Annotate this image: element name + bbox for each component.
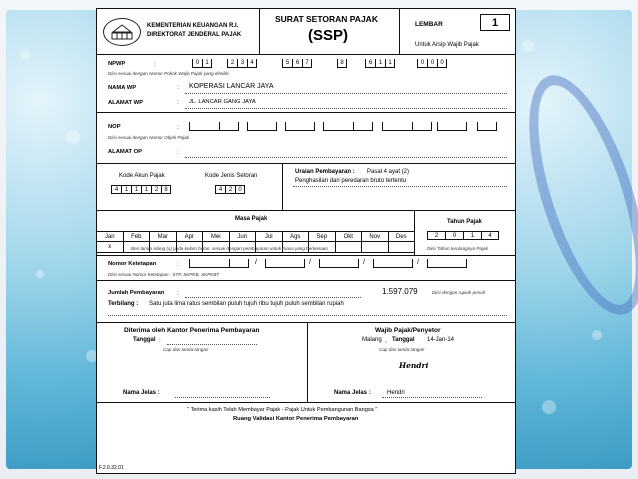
masa-pajak-label: Masa Pajak [235, 216, 268, 222]
month-mark-cell[interactable] [336, 242, 362, 253]
month-header: Feb [124, 231, 150, 242]
akun-digit: 1 [141, 185, 151, 194]
codes-section [97, 164, 515, 211]
uraian-value: Pasal 4 ayat (2) [367, 169, 410, 175]
month-header: Sep [309, 231, 335, 242]
npwp-group-6 [417, 59, 447, 68]
amount-value: 1.597.079 [382, 287, 418, 296]
ketetapan-label: Nomor Ketetapan [108, 261, 157, 267]
month-header: Mei [203, 231, 229, 242]
amount-hint: Diisi dengan rupiah penuh [432, 290, 486, 295]
receiver-date-label: Tanggal [133, 337, 156, 343]
receiver-stamp-hint: Cap dan tanda tangan [163, 347, 209, 352]
uraian-detail: Penghasilan dari peredaran bruto tertentu [295, 178, 407, 184]
jenis-digit: 2 [225, 185, 235, 194]
payer-date-label: Tanggal [392, 337, 415, 343]
slogan: " Terima kasih Telah Membayar Pajak - Pajak Untuk Pembangunan Bangsa " [187, 407, 378, 413]
background-panel-right [502, 10, 632, 469]
month-header: Jul [256, 231, 282, 242]
sheet-label: LEMBAR [415, 21, 443, 28]
ketetapan-boxes [189, 259, 249, 268]
npwp-digit: 0 [437, 59, 447, 68]
npwp-label: NPWP [108, 61, 126, 67]
month-header: Jun [230, 231, 256, 242]
payer-title: Wajib Pajak/Penyetor [375, 327, 441, 334]
payer-date-value: 14-Jan-14 [427, 337, 455, 343]
year-digit: 4 [481, 231, 499, 240]
month-mark-cell[interactable] [362, 242, 388, 253]
month-header: Ags [283, 231, 309, 242]
npwp-digit: 1 [375, 59, 385, 68]
npwp-digit: 1 [202, 59, 212, 68]
taxpayer-name-label: NAMA WP [108, 85, 137, 91]
taxpayer-address-label: ALAMAT WP [108, 100, 143, 106]
payer-name-value: Hendri [387, 390, 405, 396]
nop-label: NOP [108, 124, 121, 130]
year-digit: 1 [463, 231, 481, 240]
ministry-logo-icon [103, 18, 141, 46]
jenis-digit: 0 [235, 185, 245, 194]
nop-boxes [189, 122, 239, 131]
npwp-digit: 1 [385, 59, 395, 68]
jenis-digit: 4 [215, 185, 225, 194]
ministry-name: KEMENTERIAN KEUANGAN R.I. [147, 23, 239, 29]
npwp-digit: 5 [282, 59, 292, 68]
npwp-digit: 0 [417, 59, 427, 68]
tahun-hint: Diisi Tahun terutangnya Pajak [427, 246, 488, 251]
month-header: Nov [362, 231, 388, 242]
month-header: Apr [177, 231, 203, 242]
npwp-digit: 7 [302, 59, 312, 68]
npwp-group-5 [365, 59, 395, 68]
npwp-digit: 2 [227, 59, 237, 68]
npwp-digit: 6 [365, 59, 375, 68]
period-section [97, 211, 515, 256]
year-digit: 2 [427, 231, 445, 240]
ketetapan-section: Nomor Ketetapan : / / / / Diisi sesuai Nomor Ketetapan : STP, SKPKB, SKPKBT [97, 256, 515, 281]
payer-stamp-hint: Cap dan tanda tangan [379, 347, 425, 352]
npwp-digit: 4 [247, 59, 257, 68]
ketetapan-hint: Diisi sesuai Nomor Ketetapan : STP, SKPKB, SKPKBT [108, 272, 220, 277]
npwp-group-2 [227, 59, 257, 68]
terbilang-label: Terbilang : [108, 301, 139, 307]
npwp-digit: 3 [237, 59, 247, 68]
directorate-name: DIREKTORAT JENDERAL PAJAK [147, 32, 242, 38]
form-abbrev: (SSP) [308, 27, 349, 44]
payer-signature: Hendri [399, 361, 429, 370]
payer-name-label: Nama Jelas : [334, 390, 371, 396]
object-address-label: ALAMAT OP [108, 149, 143, 155]
akun-pajak-code [111, 185, 171, 194]
amount-label: Jumlah Pembayaran [108, 290, 165, 296]
npwp-digit: 0 [427, 59, 437, 68]
uraian-label: Uraian Pembayaran : [295, 169, 355, 175]
npwp-group-4 [337, 59, 347, 68]
month-header: Jan [97, 231, 123, 242]
jenis-setoran-label: Kode Jenis Setoran [205, 173, 258, 179]
month-header: Des [389, 231, 415, 242]
ssp-form [96, 8, 516, 474]
akun-digit: 4 [111, 185, 121, 194]
form-header [97, 9, 515, 55]
nop-hint: Diisi sesuai dengan Nomor Objek Pajak [108, 135, 189, 140]
validation-label: Ruang Validasi Kantor Penerima Pembayaran [233, 416, 359, 422]
month-header: Mar [150, 231, 176, 242]
terbilang-value: Satu juta lima ratus sembilan puluh tujuh ribu tujuh puluh sembilan rupiah [149, 301, 344, 307]
taxpayer-name-value: KOPERASI LANCAR JAYA [189, 83, 274, 90]
signature-section: Diterima oleh Kantor Penerima Pembayaran Tanggal : Cap dan tanda tangan Nama Jelas : Wajib Pajak/Penyetor Malang , Tanggal 14-Jan-14 Cap dan tanda tangan Hendri Nama Jelas : Hendri [97, 323, 515, 403]
validation-section [97, 403, 515, 473]
npwp-hint: Diisi sesuai dengan Nomor Pokok Wajib Pajak yang dimiliki [108, 71, 229, 76]
akun-pajak-label: Kode Akun Pajak [119, 173, 165, 179]
akun-digit: 2 [151, 185, 161, 194]
tahun-pajak-label: Tahun Pajak [447, 219, 482, 225]
npwp-group-1 [192, 59, 212, 68]
form-title: SURAT SETORAN PAJAK [275, 14, 378, 24]
npwp-digit: 0 [192, 59, 202, 68]
sheet-purpose: Untuk Arsip Wajib Pajak [415, 42, 479, 48]
year-digit: 0 [445, 231, 463, 240]
object-section: NOP : Diisi sesuai dengan Nomor Objek Pajak ALAMAT OP : [97, 113, 515, 164]
tahun-pajak-year [427, 231, 499, 240]
amount-section: Jumlah Pembayaran : 1.597.079 Diisi dengan rupiah penuh Terbilang : Satu juta lima ratus sembilan puluh tujuh ribu tujuh puluh sembilan rupiah [97, 281, 515, 323]
akun-digit: 1 [131, 185, 141, 194]
payer-place: Malang [362, 337, 382, 343]
month-mark-cell[interactable] [389, 242, 415, 253]
npwp-digit: 8 [337, 59, 347, 68]
receiver-title: Diterima oleh Kantor Penerima Pembayaran [124, 327, 260, 334]
month-mark-cell[interactable]: x [97, 242, 123, 253]
taxpayer-address-value: JL. LANCAR GANG JAYA [189, 99, 256, 105]
npwp-digit: 6 [292, 59, 302, 68]
akun-digit: 1 [121, 185, 131, 194]
form-code: F.2.0.32.01 [99, 465, 124, 471]
month-header: Okt [336, 231, 362, 242]
jenis-setoran-code [215, 185, 245, 194]
npwp-group-3 [282, 59, 312, 68]
masa-hint: Beri tanda silang (x) pada kolom bulan, sesuai dengan pembayaran untuk masa yang berkenaan [131, 246, 328, 251]
sheet-number: 1 [480, 14, 510, 31]
akun-digit: 8 [161, 185, 171, 194]
receiver-name-label: Nama Jelas : [123, 390, 160, 396]
taxpayer-section: NPWP : 0 1 2 3 4 5 6 7 8 6 1 1 0 0 0 Diisi sesuai dengan Nomor Pokok Wajib Pajak yang dimiliki NAMA WP : KOPERASI LANCAR JAYA ALAMAT WP : JL. LANCAR GANG JAYA [97, 55, 515, 113]
